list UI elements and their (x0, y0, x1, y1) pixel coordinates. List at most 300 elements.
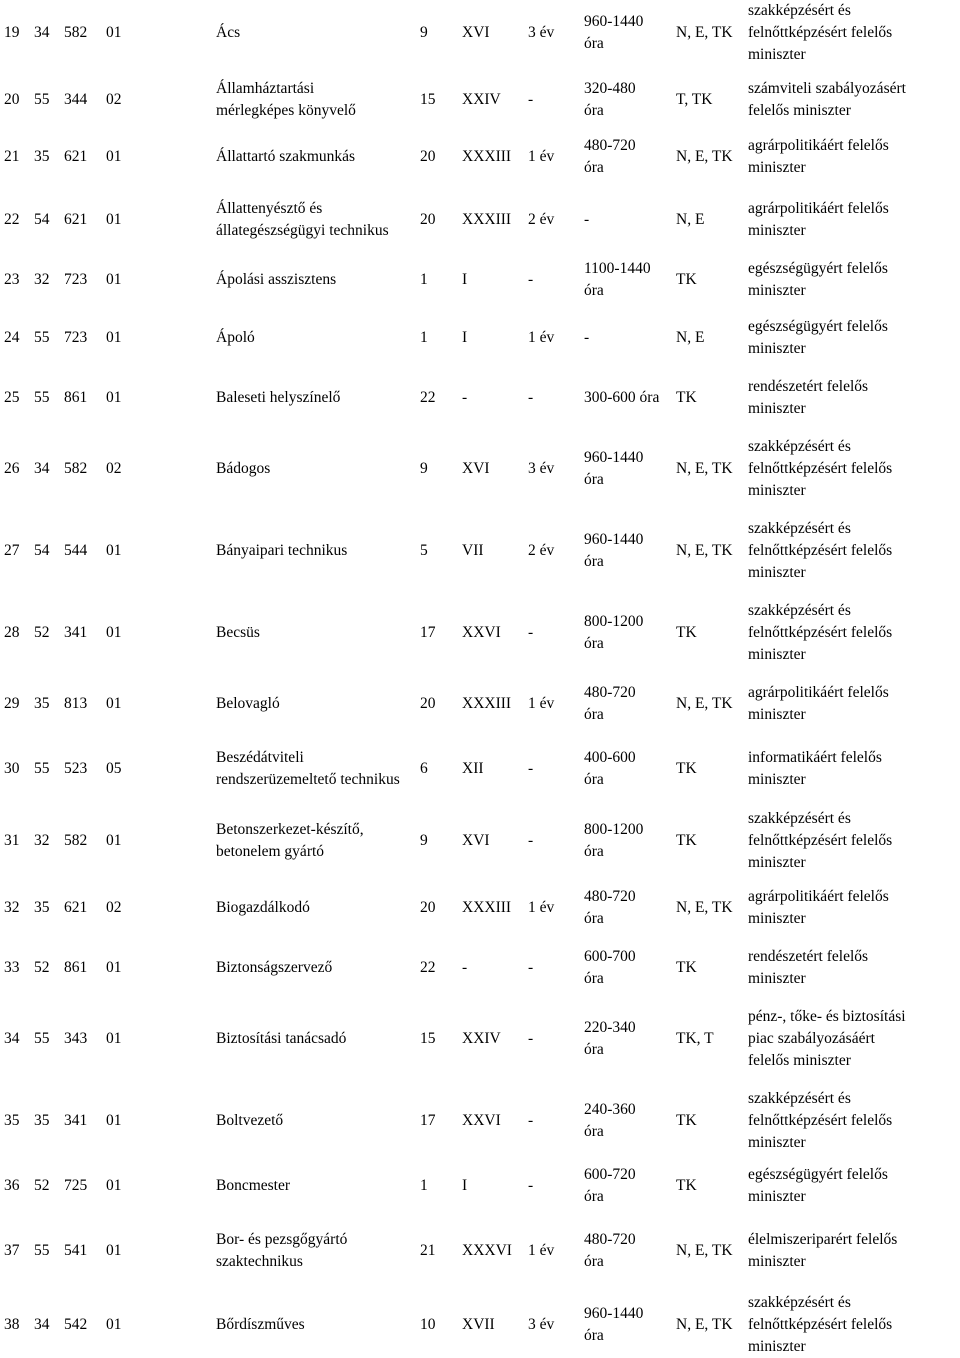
code-part-3: 01 (106, 271, 122, 288)
code-part-2: 861 (64, 389, 88, 406)
responsible-minister-line: miniszter (748, 646, 806, 663)
training-hours-line: 800-1200 (584, 821, 644, 838)
profession-name (216, 1175, 290, 1197)
training-hours-line: 1100-1440 (584, 260, 651, 277)
responsible-minister-line: miniszter (748, 400, 806, 417)
section-number: I (462, 271, 468, 288)
profession-name (216, 747, 400, 791)
training-hours-line: 480-720 (584, 888, 636, 905)
training-hours-line: óra (584, 1041, 604, 1058)
row-number: 37 (4, 1242, 20, 1259)
training-hours-line: óra (584, 553, 604, 570)
responsible-minister (748, 886, 958, 930)
code-part-1: 55 (34, 329, 50, 346)
level-number: 1 (420, 1177, 428, 1194)
training-duration: 1 év (528, 1242, 555, 1259)
code-part-2: 621 (64, 148, 88, 165)
table-row (0, 808, 960, 874)
responsible-minister (748, 436, 958, 502)
training-hours-line: óra (584, 35, 604, 52)
responsible-minister-line: miniszter (748, 706, 806, 723)
responsible-minister-line: felelős miniszter (748, 102, 851, 119)
row-number: 30 (4, 760, 20, 777)
code-part-3: 01 (106, 1316, 122, 1333)
profession-name-line: Állattartó szakmunkás (216, 148, 356, 165)
training-hours-line: óra (584, 1253, 604, 1270)
responsible-minister-line: felnőttképzésért felelős (748, 624, 893, 641)
code-part-1: 35 (34, 899, 50, 916)
training-hours (584, 1164, 636, 1208)
row-number: 23 (4, 271, 20, 288)
exam-type: N, E, TK (676, 695, 733, 712)
code-part-2: 621 (64, 211, 88, 228)
training-hours-line: óra (584, 843, 604, 860)
level-number: 9 (420, 460, 428, 477)
level-number: 1 (420, 271, 428, 288)
code-part-1: 52 (34, 959, 50, 976)
level-number: 20 (420, 695, 436, 712)
training-duration: 1 év (528, 148, 555, 165)
profession-name-line: Államháztartási (216, 80, 315, 97)
level-number: 15 (420, 91, 436, 108)
code-part-2: 344 (64, 91, 88, 108)
training-hours-line: óra (584, 159, 604, 176)
section-number: XXVI (462, 624, 501, 641)
profession-name-line: Bőrdíszműves (216, 1316, 305, 1333)
code-part-1: 34 (34, 460, 50, 477)
responsible-minister-line: egészségügyért felelős (748, 318, 888, 335)
code-part-3: 02 (106, 899, 122, 916)
training-hours-line: - (584, 329, 590, 346)
profession-name-line: Biztosítási tanácsadó (216, 1030, 347, 1047)
responsible-minister (748, 316, 958, 360)
training-hours-line: - (584, 211, 590, 228)
code-part-1: 35 (34, 1112, 50, 1129)
code-part-3: 01 (106, 832, 122, 849)
training-duration: - (528, 760, 534, 777)
profession-name-line: Bor- és pezsgőgyártó (216, 1231, 348, 1248)
responsible-minister-line: számviteli szabályozásért (748, 80, 906, 97)
level-number: 20 (420, 899, 436, 916)
responsible-minister-line: miniszter (748, 854, 806, 871)
training-hours-line: óra (584, 635, 604, 652)
responsible-minister-line: felnőttképzésért felelős (748, 460, 893, 477)
section-number: XXXIII (462, 899, 512, 916)
responsible-minister (748, 1164, 958, 1208)
exam-type: TK (676, 959, 697, 976)
row-number: 27 (4, 542, 20, 559)
level-number: 21 (420, 1242, 436, 1259)
training-duration: - (528, 624, 534, 641)
code-part-3: 01 (106, 329, 122, 346)
responsible-minister-line: felnőttképzésért felelős (748, 542, 893, 559)
section-number: XXXIII (462, 695, 512, 712)
training-hours (584, 447, 643, 491)
code-part-3: 01 (106, 1030, 122, 1047)
section-number: XVI (462, 24, 490, 41)
responsible-minister-line: miniszter (748, 222, 806, 239)
responsible-minister-line: miniszter (748, 46, 806, 63)
section-number: XXVI (462, 1112, 501, 1129)
training-hours (584, 1303, 643, 1347)
profession-name-line: Boncmester (216, 1177, 291, 1194)
code-part-1: 54 (34, 542, 50, 559)
level-number: 20 (420, 211, 436, 228)
responsible-minister (748, 946, 958, 990)
responsible-minister-line: felnőttképzésért felelős (748, 832, 893, 849)
responsible-minister-line: rendészetért felelős (748, 948, 869, 965)
table-row (0, 0, 960, 66)
code-part-2: 523 (64, 760, 88, 777)
section-number: XVI (462, 832, 490, 849)
table-row (0, 312, 960, 364)
row-number: 19 (4, 24, 20, 41)
training-hours-line: 480-720 (584, 684, 636, 701)
training-duration: - (528, 1112, 534, 1129)
training-duration: - (528, 832, 534, 849)
section-number: XVI (462, 460, 490, 477)
training-hours (584, 682, 636, 726)
exam-type: T, TK (676, 91, 713, 108)
section-number: XVII (462, 1316, 495, 1333)
table-row (0, 1220, 960, 1282)
code-part-2: 582 (64, 460, 88, 477)
level-number: 17 (420, 1112, 436, 1129)
training-hours-line: óra (584, 910, 604, 927)
responsible-minister-line: agrárpolitikáért felelős (748, 684, 889, 701)
table-row (0, 130, 960, 184)
table-row (0, 1294, 960, 1356)
responsible-minister-line: élelmiszeriparért felelős (748, 1231, 898, 1248)
training-hours-line: 480-720 (584, 1231, 636, 1248)
code-part-2: 542 (64, 1316, 88, 1333)
profession-name-line: Betonszerkezet-készítő, (216, 821, 364, 838)
profession-name-line: szaktechnikus (216, 1253, 303, 1270)
exam-type: TK (676, 1112, 697, 1129)
code-part-2: 544 (64, 542, 88, 559)
profession-name-line: betonelem gyártó (216, 843, 325, 860)
code-part-2: 341 (64, 624, 88, 641)
training-hours-line: 960-1440 (584, 13, 644, 30)
section-number: XXXIII (462, 211, 512, 228)
row-number: 34 (4, 1030, 20, 1047)
profession-name (216, 897, 310, 919)
row-number: 31 (4, 832, 20, 849)
responsible-minister-line: miniszter (748, 159, 806, 176)
responsible-minister-line: miniszter (748, 482, 806, 499)
code-part-2: 343 (64, 1030, 88, 1047)
section-number: XXIV (462, 1030, 501, 1047)
code-part-3: 01 (106, 24, 122, 41)
responsible-minister-line: miniszter (748, 564, 806, 581)
profession-name (216, 198, 389, 242)
code-part-1: 35 (34, 148, 50, 165)
code-part-3: 01 (106, 1242, 122, 1259)
profession-name-line: mérlegképes könyvelő (216, 102, 356, 119)
table-row (0, 740, 960, 798)
responsible-minister-line: miniszter (748, 1188, 806, 1205)
row-number: 32 (4, 899, 20, 916)
responsible-minister-line: felnőttképzésért felelős (748, 24, 893, 41)
code-part-3: 01 (106, 959, 122, 976)
training-duration: - (528, 1030, 534, 1047)
profession-name (216, 387, 340, 409)
table-row (0, 432, 960, 506)
exam-type: TK (676, 1177, 697, 1194)
responsible-minister-line: miniszter (748, 771, 806, 788)
training-hours (584, 11, 643, 55)
training-hours (584, 747, 636, 791)
training-hours (584, 819, 643, 863)
responsible-minister-line: szakképzésért és (748, 1090, 851, 1107)
training-hours-line: 320-480 (584, 80, 636, 97)
training-hours-line: óra (584, 1123, 604, 1140)
level-number: 5 (420, 542, 428, 559)
code-part-1: 55 (34, 1242, 50, 1259)
responsible-minister-line: szakképzésért és (748, 520, 851, 537)
profession-name (216, 693, 280, 715)
profession-name (216, 957, 332, 979)
exam-type: N, E (676, 329, 705, 346)
responsible-minister-line: felnőttképzésért felelős (748, 1316, 893, 1333)
training-hours (584, 327, 589, 349)
code-part-2: 723 (64, 329, 88, 346)
row-number: 26 (4, 460, 20, 477)
code-part-3: 01 (106, 1177, 122, 1194)
profession-name (216, 1229, 347, 1273)
profession-name-line: rendszerüzemeltető technikus (216, 771, 400, 788)
profession-name (216, 78, 356, 122)
code-part-1: 32 (34, 271, 50, 288)
responsible-minister-line: egészségügyért felelős (748, 260, 888, 277)
training-duration: 3 év (528, 1316, 555, 1333)
responsible-minister-line: agrárpolitikáért felelős (748, 200, 889, 217)
profession-name-line: Bádogos (216, 460, 271, 477)
responsible-minister (748, 808, 958, 874)
code-part-3: 02 (106, 91, 122, 108)
code-part-3: 01 (106, 148, 122, 165)
responsible-minister (748, 0, 958, 66)
section-number: - (462, 959, 468, 976)
row-number: 36 (4, 1177, 20, 1194)
training-duration: 2 év (528, 211, 555, 228)
exam-type: N, E, TK (676, 899, 733, 916)
code-part-3: 01 (106, 695, 122, 712)
profession-name (216, 1314, 305, 1336)
training-hours-line: óra (584, 1327, 604, 1344)
exam-type: TK (676, 760, 697, 777)
table-row (0, 1088, 960, 1154)
table-row (0, 880, 960, 936)
section-number: I (462, 1177, 468, 1194)
code-part-2: 813 (64, 695, 88, 712)
responsible-minister-line: miniszter (748, 970, 806, 987)
training-hours (584, 78, 636, 122)
profession-name-line: Ápolási asszisztens (216, 271, 337, 288)
code-part-2: 341 (64, 1112, 88, 1129)
training-hours-line: 960-1440 (584, 1305, 644, 1322)
training-hours-line: 240-360 (584, 1101, 636, 1118)
level-number: 9 (420, 24, 428, 41)
training-hours (584, 258, 651, 302)
code-part-2: 723 (64, 271, 88, 288)
table-row (0, 676, 960, 732)
responsible-minister-line: miniszter (748, 910, 806, 927)
profession-name (216, 540, 347, 562)
exam-type: N, E, TK (676, 1316, 733, 1333)
responsible-minister-line: egészségügyért felelős (748, 1166, 888, 1183)
responsible-minister (748, 376, 958, 420)
code-part-1: 52 (34, 1177, 50, 1194)
responsible-minister (748, 682, 958, 726)
code-part-1: 55 (34, 91, 50, 108)
responsible-minister-line: szakképzésért és (748, 602, 851, 619)
training-hours-line: óra (584, 282, 604, 299)
responsible-minister-line: szakképzésért és (748, 1294, 851, 1311)
profession-name (216, 22, 240, 44)
profession-name-line: Becsüs (216, 624, 260, 641)
profession-name-line: Bányaipari technikus (216, 542, 348, 559)
training-duration: 1 év (528, 329, 555, 346)
code-part-2: 582 (64, 24, 88, 41)
row-number: 28 (4, 624, 20, 641)
responsible-minister (748, 1088, 958, 1154)
exam-type: TK (676, 271, 697, 288)
responsible-minister (748, 1292, 958, 1358)
table-row (0, 372, 960, 424)
row-number: 35 (4, 1112, 20, 1129)
training-duration: - (528, 271, 534, 288)
table-row (0, 514, 960, 588)
training-hours (584, 387, 659, 409)
training-hours (584, 1099, 636, 1143)
training-hours (584, 1017, 636, 1061)
profession-name (216, 269, 336, 291)
profession-name (216, 819, 364, 863)
row-number: 25 (4, 389, 20, 406)
code-part-1: 55 (34, 760, 50, 777)
profession-name-line: Baleseti helyszínelő (216, 389, 341, 406)
code-part-1: 34 (34, 1316, 50, 1333)
code-part-1: 55 (34, 389, 50, 406)
profession-name-line: Biogazdálkodó (216, 899, 310, 916)
code-part-2: 582 (64, 832, 88, 849)
training-duration: - (528, 389, 534, 406)
row-number: 20 (4, 91, 20, 108)
training-duration: 3 év (528, 460, 555, 477)
training-hours-line: óra (584, 970, 604, 987)
profession-name (216, 1110, 283, 1132)
level-number: 1 (420, 329, 428, 346)
level-number: 9 (420, 832, 428, 849)
code-part-3: 05 (106, 760, 122, 777)
section-number: XXXVI (462, 1242, 512, 1259)
table-row (0, 942, 960, 994)
code-part-1: 52 (34, 624, 50, 641)
responsible-minister (748, 78, 958, 122)
training-duration: - (528, 1177, 534, 1194)
responsible-minister-line: felnőttképzésért felelős (748, 1112, 893, 1129)
exam-type: TK, T (676, 1030, 714, 1047)
row-number: 21 (4, 148, 20, 165)
training-duration: - (528, 959, 534, 976)
training-duration: 3 év (528, 24, 555, 41)
row-number: 33 (4, 959, 20, 976)
exam-type: N, E, TK (676, 460, 733, 477)
code-part-2: 541 (64, 1242, 88, 1259)
responsible-minister (748, 258, 958, 302)
section-number: VII (462, 542, 484, 559)
training-hours (584, 611, 643, 655)
code-part-2: 725 (64, 1177, 88, 1194)
code-part-1: 54 (34, 211, 50, 228)
training-hours-line: 400-600 (584, 749, 636, 766)
section-number: XII (462, 760, 484, 777)
profession-name (216, 1028, 346, 1050)
table-row (0, 596, 960, 670)
row-number: 38 (4, 1316, 20, 1333)
training-hours-line: óra (584, 706, 604, 723)
responsible-minister-line: miniszter (748, 1338, 806, 1355)
training-hours (584, 209, 589, 231)
training-hours (584, 135, 636, 179)
code-part-3: 01 (106, 1112, 122, 1129)
training-duration: 2 év (528, 542, 555, 559)
training-hours-line: 960-1440 (584, 449, 644, 466)
training-hours (584, 946, 636, 990)
code-part-2: 861 (64, 959, 88, 976)
code-part-1: 34 (34, 24, 50, 41)
level-number: 15 (420, 1030, 436, 1047)
table-row (0, 254, 960, 306)
code-part-3: 01 (106, 211, 122, 228)
profession-name (216, 146, 355, 168)
section-number: I (462, 329, 468, 346)
training-duration: 1 év (528, 899, 555, 916)
table-row (0, 1160, 960, 1212)
responsible-minister (748, 600, 958, 666)
table-row (0, 1002, 960, 1076)
code-part-3: 01 (106, 389, 122, 406)
training-hours-line: 300-600 óra (584, 389, 660, 406)
level-number: 22 (420, 389, 436, 406)
responsible-minister-line: pénz-, tőke- és biztosítási (748, 1008, 906, 1025)
exam-type: TK (676, 389, 697, 406)
code-part-3: 02 (106, 460, 122, 477)
responsible-minister-line: szakképzésért és (748, 438, 851, 455)
level-number: 17 (420, 624, 436, 641)
training-duration: 1 év (528, 695, 555, 712)
section-number: - (462, 389, 468, 406)
profession-name (216, 458, 270, 480)
table-row (0, 72, 960, 128)
level-number: 6 (420, 760, 428, 777)
training-hours (584, 886, 636, 930)
training-hours (584, 1229, 636, 1273)
training-hours-line: óra (584, 1188, 604, 1205)
exam-type: N, E, TK (676, 148, 733, 165)
code-part-1: 35 (34, 695, 50, 712)
training-hours-line: 960-1440 (584, 531, 644, 548)
level-number: 20 (420, 148, 436, 165)
responsible-minister-line: felelős miniszter (748, 1052, 851, 1069)
exam-type: N, E, TK (676, 542, 733, 559)
section-number: XXIV (462, 91, 501, 108)
responsible-minister (748, 1006, 958, 1072)
responsible-minister-line: rendészetért felelős (748, 378, 869, 395)
row-number: 22 (4, 211, 20, 228)
exam-type: N, E, TK (676, 24, 733, 41)
